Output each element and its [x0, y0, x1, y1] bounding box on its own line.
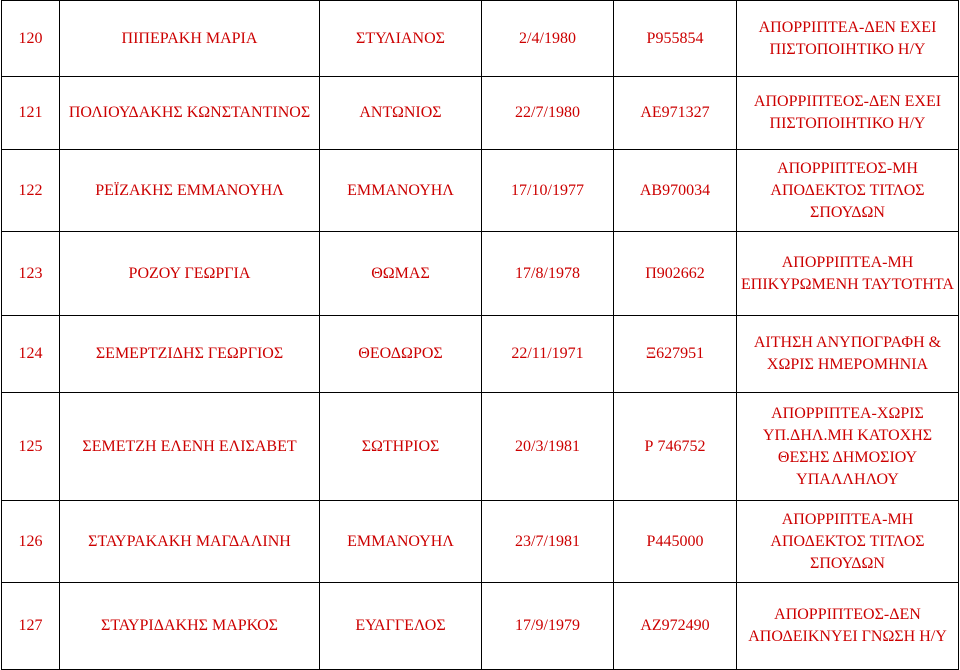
father-name-cell: ΘΩΜΑΣ	[320, 232, 482, 316]
id-number-cell: Π902662	[614, 232, 737, 316]
father-name-cell: ΘΕΟΔΩΡΟΣ	[320, 316, 482, 393]
status-cell: ΑΠΟΡΡΙΠΤΕΑ-ΧΩΡΙΣ ΥΠ.ΔΗΛ.ΜΗ ΚΑΤΟΧΗΣ ΘΕΣΗΣ ΔΗΜΟΣΙΟΥ ΥΠΑΛΛΗΛΟΥ	[737, 393, 959, 501]
father-name-cell: ΕΥΑΓΓΕΛΟΣ	[320, 583, 482, 670]
table-row	[2, 150, 959, 232]
birth-date-cell: 17/8/1978	[482, 232, 614, 316]
id-number-cell: Ρ 746752	[614, 393, 737, 501]
row-number: 124	[2, 316, 60, 393]
table-row	[2, 232, 959, 316]
table-row	[2, 501, 959, 583]
birth-date-cell: 2/4/1980	[482, 1, 614, 77]
surname-name-cell: ΠΟΛΙΟΥΔΑΚΗΣ ΚΩΝΣΤΑΝΤΙΝΟΣ	[60, 77, 320, 150]
surname-name-cell: ΣΤΑΥΡΑΚΑΚΗ ΜΑΓΔΑΛΙΝΗ	[60, 501, 320, 583]
status-cell: ΑΠΟΡΡΙΠΤΕΟΣ-ΔΕΝ ΕΧΕΙ ΠΙΣΤΟΠΟΙΗΤΙΚΟ Η/Υ	[737, 77, 959, 150]
table-row	[2, 1, 959, 77]
status-cell: ΑΠΟΡΡΙΠΤΕΟΣ-ΔΕΝ ΑΠΟΔΕΙΚΝΥΕΙ ΓΝΩΣΗ Η/Υ	[737, 583, 959, 670]
id-number-cell: ΑΒ970034	[614, 150, 737, 232]
father-name-cell: ΣΤΥΛΙΑΝΟΣ	[320, 1, 482, 77]
status-cell: ΑΙΤΗΣΗ ΑΝΥΠΟΓΡΑΦΗ & ΧΩΡΙΣ ΗΜΕΡΟΜΗΝΙΑ	[737, 316, 959, 393]
table-row	[2, 583, 959, 670]
id-number-cell: Ξ627951	[614, 316, 737, 393]
surname-name-cell: ΡΟΖΟΥ ΓΕΩΡΓΙΑ	[60, 232, 320, 316]
status-cell: ΑΠΟΡΡΙΠΤΕΑ-ΜΗ ΕΠΙΚΥΡΩΜΕΝΗ ΤΑΥΤΟΤΗΤΑ	[737, 232, 959, 316]
row-number: 122	[2, 150, 60, 232]
father-name-cell: ΕΜΜΑΝΟΥΗΛ	[320, 501, 482, 583]
father-name-cell: ΣΩΤΗΡΙΟΣ	[320, 393, 482, 501]
table-row	[2, 316, 959, 393]
row-number: 127	[2, 583, 60, 670]
table-row	[2, 77, 959, 150]
status-cell: ΑΠΟΡΡΙΠΤΕΑ-ΔΕΝ ΕΧΕΙ ΠΙΣΤΟΠΟΙΗΤΙΚΟ Η/Υ	[737, 1, 959, 77]
birth-date-cell: 22/11/1971	[482, 316, 614, 393]
table-row	[2, 393, 959, 501]
father-name-cell: ΑΝΤΩΝΙΟΣ	[320, 77, 482, 150]
row-number: 125	[2, 393, 60, 501]
birth-date-cell: 17/10/1977	[482, 150, 614, 232]
id-number-cell: ΑΕ971327	[614, 77, 737, 150]
id-number-cell: Ρ445000	[614, 501, 737, 583]
birth-date-cell: 23/7/1981	[482, 501, 614, 583]
row-number: 120	[2, 1, 60, 77]
row-number: 121	[2, 77, 60, 150]
id-number-cell: Ρ955854	[614, 1, 737, 77]
status-cell: ΑΠΟΡΡΙΠΤΕΑ-ΜΗ ΑΠΟΔΕΚΤΟΣ ΤΙΤΛΟΣ ΣΠΟΥΔΩΝ	[737, 501, 959, 583]
row-number: 123	[2, 232, 60, 316]
birth-date-cell: 17/9/1979	[482, 583, 614, 670]
applicants-table	[1, 0, 959, 670]
father-name-cell: ΕΜΜΑΝΟΥΗΛ	[320, 150, 482, 232]
id-number-cell: ΑΖ972490	[614, 583, 737, 670]
surname-name-cell: ΡΕΪΖΑΚΗΣ ΕΜΜΑΝΟΥΗΛ	[60, 150, 320, 232]
birth-date-cell: 20/3/1981	[482, 393, 614, 501]
birth-date-cell: 22/7/1980	[482, 77, 614, 150]
status-cell: ΑΠΟΡΡΙΠΤΕΟΣ-ΜΗ ΑΠΟΔΕΚΤΟΣ ΤΙΤΛΟΣ ΣΠΟΥΔΩΝ	[737, 150, 959, 232]
surname-name-cell: ΣΕΜΕΤΖΗ ΕΛΕΝΗ ΕΛΙΣΑΒΕΤ	[60, 393, 320, 501]
surname-name-cell: ΣΤΑΥΡΙΔΑΚΗΣ ΜΑΡΚΟΣ	[60, 583, 320, 670]
row-number: 126	[2, 501, 60, 583]
surname-name-cell: ΣΕΜΕΡΤΖΙΔΗΣ ΓΕΩΡΓΙΟΣ	[60, 316, 320, 393]
surname-name-cell: ΠΙΠΕΡΑΚΗ ΜΑΡΙΑ	[60, 1, 320, 77]
